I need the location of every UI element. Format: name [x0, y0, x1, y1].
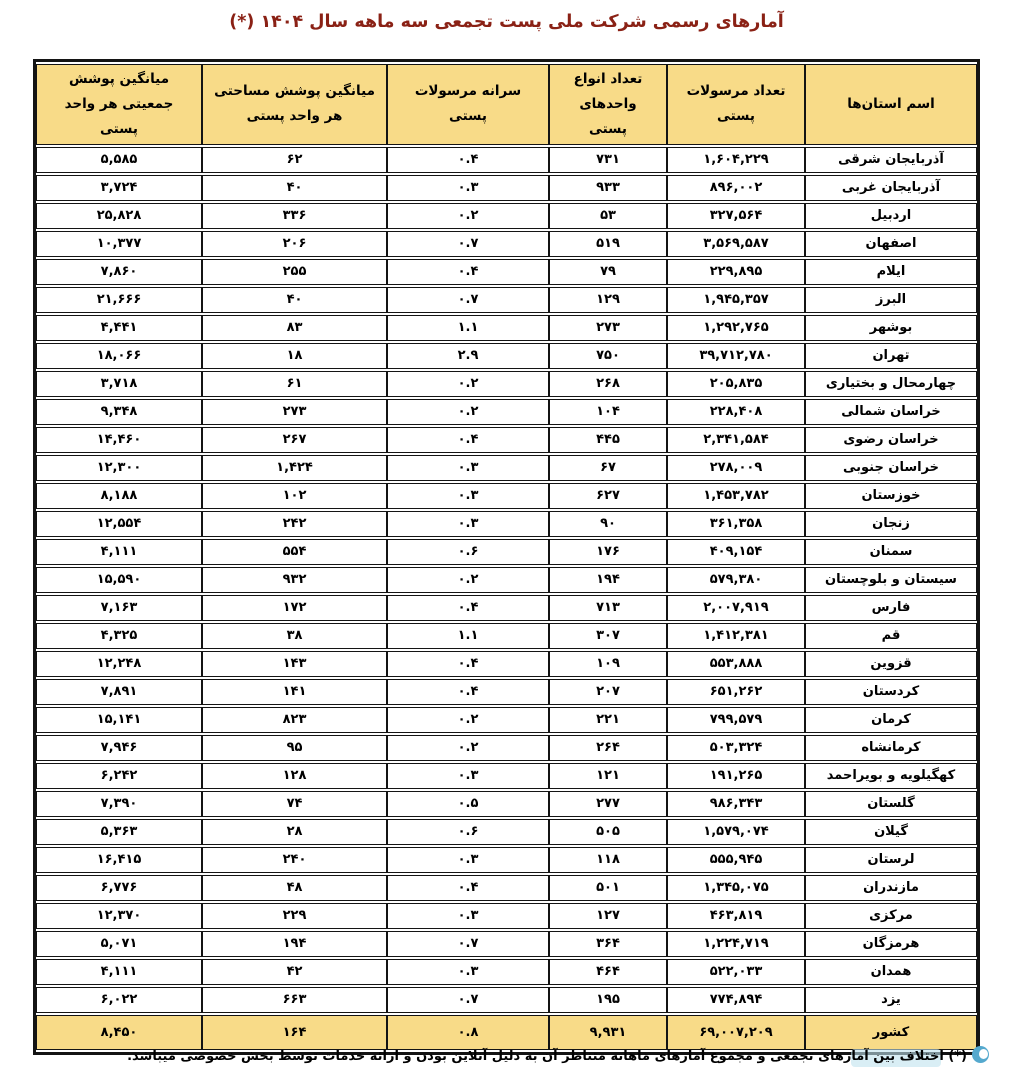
province-name-cell: آذربایجان شرقی	[805, 147, 977, 173]
value-cell: ۴,۱۱۱	[36, 959, 202, 985]
value-cell: ۴,۳۲۵	[36, 623, 202, 649]
value-cell: ۱۹۴	[202, 931, 387, 957]
value-cell: ۱۰۲	[202, 483, 387, 509]
value-cell: ۹,۳۴۸	[36, 399, 202, 425]
value-cell: ۲۲۱	[549, 707, 667, 733]
table-row	[36, 819, 977, 845]
value-cell: ۷۴	[202, 791, 387, 817]
value-cell: ۵,۳۶۳	[36, 819, 202, 845]
header-row	[36, 64, 977, 145]
table-row	[36, 959, 977, 985]
value-cell: ۰.۲	[387, 707, 549, 733]
province-name-cell: قزوین	[805, 651, 977, 677]
value-cell: ۵,۵۸۵	[36, 147, 202, 173]
value-cell: ۲۴۰	[202, 847, 387, 873]
value-cell: ۳۹,۷۱۲,۷۸۰	[667, 343, 805, 369]
value-cell: ۵,۰۷۱	[36, 931, 202, 957]
value-cell: ۲۱,۶۶۶	[36, 287, 202, 313]
value-cell: ۰.۶	[387, 539, 549, 565]
value-cell: ۱۲۹	[549, 287, 667, 313]
value-cell: ۱۲,۵۵۴	[36, 511, 202, 537]
province-name-cell: کردستان	[805, 679, 977, 705]
value-cell: ۵۰۵	[549, 819, 667, 845]
value-cell: ۲۷۸,۰۰۹	[667, 455, 805, 481]
value-cell: ۰.۴	[387, 259, 549, 285]
table-row	[36, 203, 977, 229]
province-name-cell: بوشهر	[805, 315, 977, 341]
value-cell: ۷۱۳	[549, 595, 667, 621]
value-cell: ۳۶۱,۳۵۸	[667, 511, 805, 537]
value-cell: ۷,۳۹۰	[36, 791, 202, 817]
province-name-cell: خراسان شمالی	[805, 399, 977, 425]
value-cell: ۱,۴۱۲,۳۸۱	[667, 623, 805, 649]
value-cell: ۰.۴	[387, 679, 549, 705]
value-cell: ۳,۷۱۸	[36, 371, 202, 397]
value-cell: ۸,۱۸۸	[36, 483, 202, 509]
table-row	[36, 259, 977, 285]
footnote-text: (*) اختلاف بین آمارهای تجمعی و مجموع آمارهای ماهانه متناظر آن به دلیل آنلاین بودن و ارائه خدمات توسط بخش خصوصی میباشد.	[127, 1049, 967, 1064]
province-name-cell: اردبیل	[805, 203, 977, 229]
total-row	[36, 1015, 977, 1050]
value-cell: ۷۹۹,۵۷۹	[667, 707, 805, 733]
value-cell: ۰.۳	[387, 903, 549, 929]
value-cell: ۱۵,۵۹۰	[36, 567, 202, 593]
table-row	[36, 343, 977, 369]
value-cell: ۴۰۹,۱۵۴	[667, 539, 805, 565]
value-cell: ۰.۳	[387, 455, 549, 481]
value-cell: ۲۰۷	[549, 679, 667, 705]
value-cell: ۰.۳	[387, 959, 549, 985]
value-cell: ۷۳۱	[549, 147, 667, 173]
value-cell: ۰.۶	[387, 819, 549, 845]
value-cell: ۴۸	[202, 875, 387, 901]
table-row	[36, 539, 977, 565]
value-cell: ۰.۳	[387, 175, 549, 201]
value-cell: ۴۴۵	[549, 427, 667, 453]
value-cell: ۱۰۹	[549, 651, 667, 677]
footnote	[0, 1046, 989, 1064]
value-cell: ۳,۷۲۴	[36, 175, 202, 201]
province-name-cell: کهگیلویه و بویراحمد	[805, 763, 977, 789]
value-cell: ۸۲۳	[202, 707, 387, 733]
province-name-cell: خراسان رضوی	[805, 427, 977, 453]
table-row	[36, 567, 977, 593]
value-cell: ۰.۷	[387, 987, 549, 1013]
value-cell: ۲۷۳	[549, 315, 667, 341]
table-row	[36, 763, 977, 789]
col-header-avg-area-coverage: میانگین پوشش مساحتی هر واحد پستی	[202, 64, 387, 145]
value-cell: ۲۲۹	[202, 903, 387, 929]
value-cell: ۱۲۱	[549, 763, 667, 789]
value-cell: ۵۱۹	[549, 231, 667, 257]
value-cell: ۱۱۸	[549, 847, 667, 873]
value-cell: ۱۴۳	[202, 651, 387, 677]
province-name-cell: خراسان جنوبی	[805, 455, 977, 481]
value-cell: ۲۷۷	[549, 791, 667, 817]
province-name-cell: گلستان	[805, 791, 977, 817]
value-cell: ۰.۸	[387, 1015, 549, 1050]
value-cell: ۱۰۴	[549, 399, 667, 425]
table-row	[36, 511, 977, 537]
table-row	[36, 791, 977, 817]
value-cell: ۱.۱	[387, 315, 549, 341]
col-header-province-name: اسم استان‌ها	[805, 64, 977, 145]
value-cell: ۱۷۶	[549, 539, 667, 565]
value-cell: ۱۸,۰۶۶	[36, 343, 202, 369]
value-cell: ۲۴۲	[202, 511, 387, 537]
province-name-cell: فارس	[805, 595, 977, 621]
col-header-per-capita-postal-items: سرانه مرسولات پستی	[387, 64, 549, 145]
value-cell: ۴,۴۴۱	[36, 315, 202, 341]
value-cell: ۱,۲۹۲,۷۶۵	[667, 315, 805, 341]
value-cell: ۷,۱۶۳	[36, 595, 202, 621]
col-header-postal-items-count: تعداد مرسولات پستی	[667, 64, 805, 145]
value-cell: ۵۵۵,۹۴۵	[667, 847, 805, 873]
value-cell: ۱,۵۷۹,۰۷۴	[667, 819, 805, 845]
value-cell: ۷,۸۹۱	[36, 679, 202, 705]
province-name-cell: خوزستان	[805, 483, 977, 509]
value-cell: ۶۵۱,۲۶۲	[667, 679, 805, 705]
province-name-cell: قم	[805, 623, 977, 649]
value-cell: ۰.۴	[387, 595, 549, 621]
value-cell: ۴۰	[202, 175, 387, 201]
value-cell: ۶۲	[202, 147, 387, 173]
value-cell: ۶۹,۰۰۷,۲۰۹	[667, 1015, 805, 1050]
value-cell: ۱,۶۰۴,۲۲۹	[667, 147, 805, 173]
value-cell: ۷۹	[549, 259, 667, 285]
value-cell: ۷,۹۴۶	[36, 735, 202, 761]
value-cell: ۱۹۴	[549, 567, 667, 593]
value-cell: ۰.۳	[387, 511, 549, 537]
table-row	[36, 707, 977, 733]
value-cell: ۴۰	[202, 287, 387, 313]
value-cell: ۳۸	[202, 623, 387, 649]
value-cell: ۰.۲	[387, 735, 549, 761]
value-cell: ۱۲,۳۷۰	[36, 903, 202, 929]
value-cell: ۰.۴	[387, 147, 549, 173]
value-cell: ۶۶۳	[202, 987, 387, 1013]
value-cell: ۰.۳	[387, 763, 549, 789]
value-cell: ۷۵۰	[549, 343, 667, 369]
value-cell: ۰.۷	[387, 287, 549, 313]
province-name-cell: سیستان و بلوچستان	[805, 567, 977, 593]
value-cell: ۶۷	[549, 455, 667, 481]
col-header-postal-unit-types-count: تعداد انواع واحدهای پستی	[549, 64, 667, 145]
value-cell: ۱۶۴	[202, 1015, 387, 1050]
value-cell: ۵۲۲,۰۳۳	[667, 959, 805, 985]
value-cell: ۲۵,۸۲۸	[36, 203, 202, 229]
table-row	[36, 847, 977, 873]
value-cell: ۱۹۵	[549, 987, 667, 1013]
table-body	[36, 147, 977, 1050]
value-cell: ۲۶۸	[549, 371, 667, 397]
value-cell: ۹۵	[202, 735, 387, 761]
province-name-cell: تهران	[805, 343, 977, 369]
value-cell: ۶,۷۷۶	[36, 875, 202, 901]
province-name-cell: گیلان	[805, 819, 977, 845]
value-cell: ۰.۲	[387, 567, 549, 593]
province-name-cell: سمنان	[805, 539, 977, 565]
value-cell: ۱۶,۴۱۵	[36, 847, 202, 873]
table-row	[36, 651, 977, 677]
value-cell: ۰.۲	[387, 399, 549, 425]
value-cell: ۲۰۵,۸۳۵	[667, 371, 805, 397]
province-name-cell: کرمان	[805, 707, 977, 733]
value-cell: ۳۰۷	[549, 623, 667, 649]
province-name-cell: کرمانشاه	[805, 735, 977, 761]
value-cell: ۲,۰۰۷,۹۱۹	[667, 595, 805, 621]
value-cell: ۸,۴۵۰	[36, 1015, 202, 1050]
value-cell: ۲,۳۴۱,۵۸۴	[667, 427, 805, 453]
province-name-cell: اصفهان	[805, 231, 977, 257]
province-name-cell: هرمزگان	[805, 931, 977, 957]
page-title: آمارهای رسمی شرکت ملی پست تجمعی سه ماهه سال ۱۴۰۴ (*)	[229, 12, 784, 32]
value-cell: ۱۲,۲۴۸	[36, 651, 202, 677]
value-cell: ۱۵,۱۴۱	[36, 707, 202, 733]
provinces-postal-table	[33, 59, 980, 1055]
value-cell: ۵۵۴	[202, 539, 387, 565]
value-cell: ۲۶۴	[549, 735, 667, 761]
value-cell: ۷۷۴,۸۹۴	[667, 987, 805, 1013]
value-cell: ۲۵۵	[202, 259, 387, 285]
value-cell: ۱,۲۲۴,۷۱۹	[667, 931, 805, 957]
value-cell: ۵۰۱	[549, 875, 667, 901]
province-name-cell: مازندران	[805, 875, 977, 901]
value-cell: ۳۲۷,۵۶۴	[667, 203, 805, 229]
value-cell: ۰.۲	[387, 371, 549, 397]
table-row	[36, 287, 977, 313]
table-row	[36, 987, 977, 1013]
table-row	[36, 147, 977, 173]
table-row	[36, 623, 977, 649]
country-label-cell: کشور	[805, 1015, 977, 1050]
value-cell: ۴,۱۱۱	[36, 539, 202, 565]
value-cell: ۰.۴	[387, 875, 549, 901]
value-cell: ۱۰,۳۷۷	[36, 231, 202, 257]
value-cell: ۴۲	[202, 959, 387, 985]
value-cell: ۲.۹	[387, 343, 549, 369]
table-row	[36, 875, 977, 901]
value-cell: ۱۴,۴۶۰	[36, 427, 202, 453]
table-row	[36, 931, 977, 957]
value-cell: ۰.۳	[387, 847, 549, 873]
value-cell: ۱,۹۴۵,۳۵۷	[667, 287, 805, 313]
value-cell: ۱۴۱	[202, 679, 387, 705]
value-cell: ۹۸۶,۳۴۳	[667, 791, 805, 817]
table-row	[36, 427, 977, 453]
value-cell: ۹۳۲	[202, 567, 387, 593]
province-name-cell: یزد	[805, 987, 977, 1013]
table-row	[36, 735, 977, 761]
value-cell: ۰.۷	[387, 931, 549, 957]
value-cell: ۶,۰۲۲	[36, 987, 202, 1013]
value-cell: ۵۰۳,۳۲۴	[667, 735, 805, 761]
province-name-cell: ایلام	[805, 259, 977, 285]
table-row	[36, 315, 977, 341]
table-row	[36, 371, 977, 397]
table-row	[36, 595, 977, 621]
table-row	[36, 903, 977, 929]
value-cell: ۵۷۹,۳۸۰	[667, 567, 805, 593]
value-cell: ۰.۴	[387, 651, 549, 677]
value-cell: ۹۰	[549, 511, 667, 537]
province-name-cell: زنجان	[805, 511, 977, 537]
value-cell: ۶,۲۴۲	[36, 763, 202, 789]
value-cell: ۸۳	[202, 315, 387, 341]
value-cell: ۲۷۳	[202, 399, 387, 425]
value-cell: ۳۶۴	[549, 931, 667, 957]
value-cell: ۰.۴	[387, 427, 549, 453]
value-cell: ۳۳۶	[202, 203, 387, 229]
value-cell: ۰.۵	[387, 791, 549, 817]
value-cell: ۲۶۷	[202, 427, 387, 453]
value-cell: ۱,۳۴۵,۰۷۵	[667, 875, 805, 901]
value-cell: ۱۲۷	[549, 903, 667, 929]
table-row	[36, 455, 977, 481]
value-cell: ۹۳۳	[549, 175, 667, 201]
value-cell: ۲۸	[202, 819, 387, 845]
value-cell: ۰.۷	[387, 231, 549, 257]
province-name-cell: همدان	[805, 959, 977, 985]
value-cell: ۵۵۳,۸۸۸	[667, 651, 805, 677]
province-name-cell: مرکزی	[805, 903, 977, 929]
value-cell: ۰.۳	[387, 483, 549, 509]
value-cell: ۶۲۷	[549, 483, 667, 509]
province-name-cell: آذربایجان غربی	[805, 175, 977, 201]
table-row	[36, 483, 977, 509]
value-cell: ۱,۴۲۴	[202, 455, 387, 481]
value-cell: ۱۲۸	[202, 763, 387, 789]
value-cell: ۱۷۲	[202, 595, 387, 621]
value-cell: ۴۶۴	[549, 959, 667, 985]
value-cell: ۲۲۹,۸۹۵	[667, 259, 805, 285]
value-cell: ۳,۵۶۹,۵۸۷	[667, 231, 805, 257]
value-cell: ۱,۴۵۳,۷۸۲	[667, 483, 805, 509]
table-row	[36, 679, 977, 705]
province-name-cell: لرستان	[805, 847, 977, 873]
province-name-cell: چهارمحال و بختیاری	[805, 371, 977, 397]
value-cell: ۱۹۱,۲۶۵	[667, 763, 805, 789]
province-name-cell: البرز	[805, 287, 977, 313]
col-header-avg-population-coverage: میانگین پوشش جمعیتی هر واحد پستی	[36, 64, 202, 145]
value-cell: ۸۹۶,۰۰۲	[667, 175, 805, 201]
value-cell: ۷,۸۶۰	[36, 259, 202, 285]
value-cell: ۹,۹۳۱	[549, 1015, 667, 1050]
table-row	[36, 175, 977, 201]
value-cell: ۱۲,۳۰۰	[36, 455, 202, 481]
value-cell: ۶۱	[202, 371, 387, 397]
value-cell: ۲۲۸,۴۰۸	[667, 399, 805, 425]
value-cell: ۲۰۶	[202, 231, 387, 257]
value-cell: ۱.۱	[387, 623, 549, 649]
value-cell: ۱۸	[202, 343, 387, 369]
value-cell: ۰.۲	[387, 203, 549, 229]
value-cell: ۵۳	[549, 203, 667, 229]
channel-logo-icon	[972, 1046, 989, 1063]
value-cell: ۴۶۳,۸۱۹	[667, 903, 805, 929]
table-row	[36, 231, 977, 257]
statistics-table	[33, 59, 980, 1055]
table-row	[36, 399, 977, 425]
